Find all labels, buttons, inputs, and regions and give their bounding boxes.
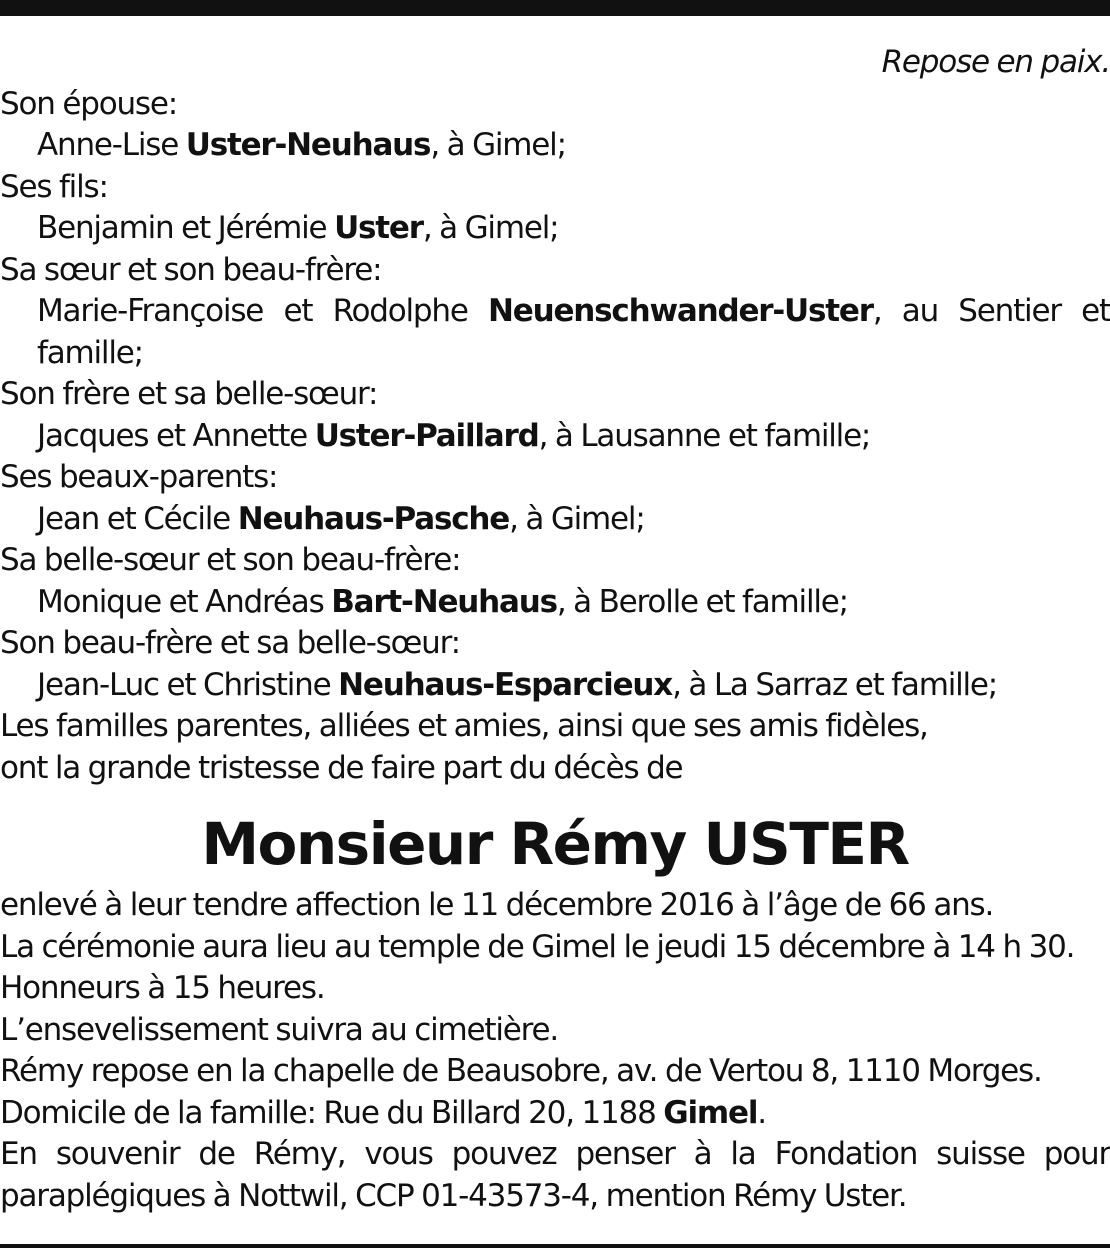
family-member-entry — [0, 291, 1110, 374]
relation-label: Sa sœur et son beau-frère: — [0, 251, 382, 288]
honours-details: Honneurs à 15 heures. — [0, 970, 325, 1006]
domicile-end: . — [757, 1094, 766, 1131]
member-location: , à Berolle et famille; — [556, 583, 848, 620]
relation-label: Son épouse: — [0, 85, 177, 122]
relation-label: Son beau-frère et sa belle-sœur: — [0, 625, 460, 661]
member-surname: Uster-Paillard — [314, 417, 539, 454]
member-names: Marie-Françoise et Rodolphe — [37, 293, 489, 329]
member-surname: Bart-Neuhaus — [331, 583, 557, 620]
resting-place: Rémy repose en la chapelle de Beausobre, av. de Vertou 8, 1110 Morges. — [0, 1053, 1042, 1089]
member-names: Jacques et Annette — [37, 417, 315, 454]
ceremony-details: La cérémonie aura lieu au temple de Gimel le jeudi 15 décembre à 14 h 30. — [0, 928, 1075, 965]
member-location: , au Sentier et famille; — [37, 293, 1110, 371]
member-location: , à Gimel; — [509, 500, 645, 537]
family-member-entry — [0, 499, 1110, 541]
member-location: , à La Sarraz et famille; — [672, 666, 998, 703]
family-member-entry — [0, 208, 1110, 250]
member-surname: Uster-Neuhaus — [185, 127, 431, 163]
member-location: , à Lausanne et famille; — [538, 417, 871, 454]
family-member-entry — [0, 416, 1110, 458]
member-names: Anne-Lise — [37, 127, 186, 163]
family-member-entry — [0, 665, 1110, 707]
deceased-name: Monsieur Rémy USTER — [201, 810, 909, 878]
member-location: , à Gimel; — [430, 127, 566, 163]
member-names: Jean et Cécile — [37, 500, 238, 537]
motto: Repose en paix. — [881, 44, 1110, 80]
member-location: , à Gimel; — [422, 210, 559, 246]
member-surname: Neuhaus-Esparcieux — [338, 666, 673, 703]
announcement-line: ont la grande tristesse de faire part du décès de — [0, 749, 683, 786]
top-rule — [0, 0, 1110, 16]
family-domicile — [0, 1093, 1110, 1135]
member-names: Benjamin et Jérémie — [37, 210, 335, 246]
announcement-line: Les familles parentes, alliées et amies, ainsi que ses amis fidèles, — [0, 708, 928, 744]
member-surname: Neuenschwander-Uster — [488, 293, 873, 329]
relation-label: Ses fils: — [0, 168, 108, 205]
member-surname: Neuhaus-Pasche — [237, 500, 510, 537]
relation-label: Son frère et sa belle-sœur: — [0, 376, 378, 412]
family-member-entry — [0, 582, 1110, 624]
member-names: Monique et Andréas — [37, 583, 332, 620]
domicile-address: Domicile de la famille: Rue du Billard 20, 1188 — [0, 1094, 664, 1131]
burial-details: L’ensevelissement suivra au cimetière. — [0, 1011, 559, 1048]
donation-note: En souvenir de Rémy, vous pouvez penser à la Fondation suisse pour paraplégiques à Nottwil, CCP 01-43573-4, mention Rémy Uster. — [0, 1136, 1110, 1214]
death-details: enlevé à leur tendre affection le 11 décembre 2016 à l’âge de 66 ans. — [0, 887, 994, 923]
member-names: Jean-Luc et Christine — [37, 666, 339, 703]
domicile-town: Gimel — [663, 1094, 758, 1131]
bottom-rule — [0, 1244, 1110, 1248]
member-surname: Uster — [334, 210, 423, 246]
relation-label: Sa belle-sœur et son beau-frère: — [0, 542, 461, 578]
family-member-entry — [0, 125, 1110, 167]
obituary-notice — [0, 42, 1110, 1217]
relation-label: Ses beaux-parents: — [0, 459, 278, 495]
